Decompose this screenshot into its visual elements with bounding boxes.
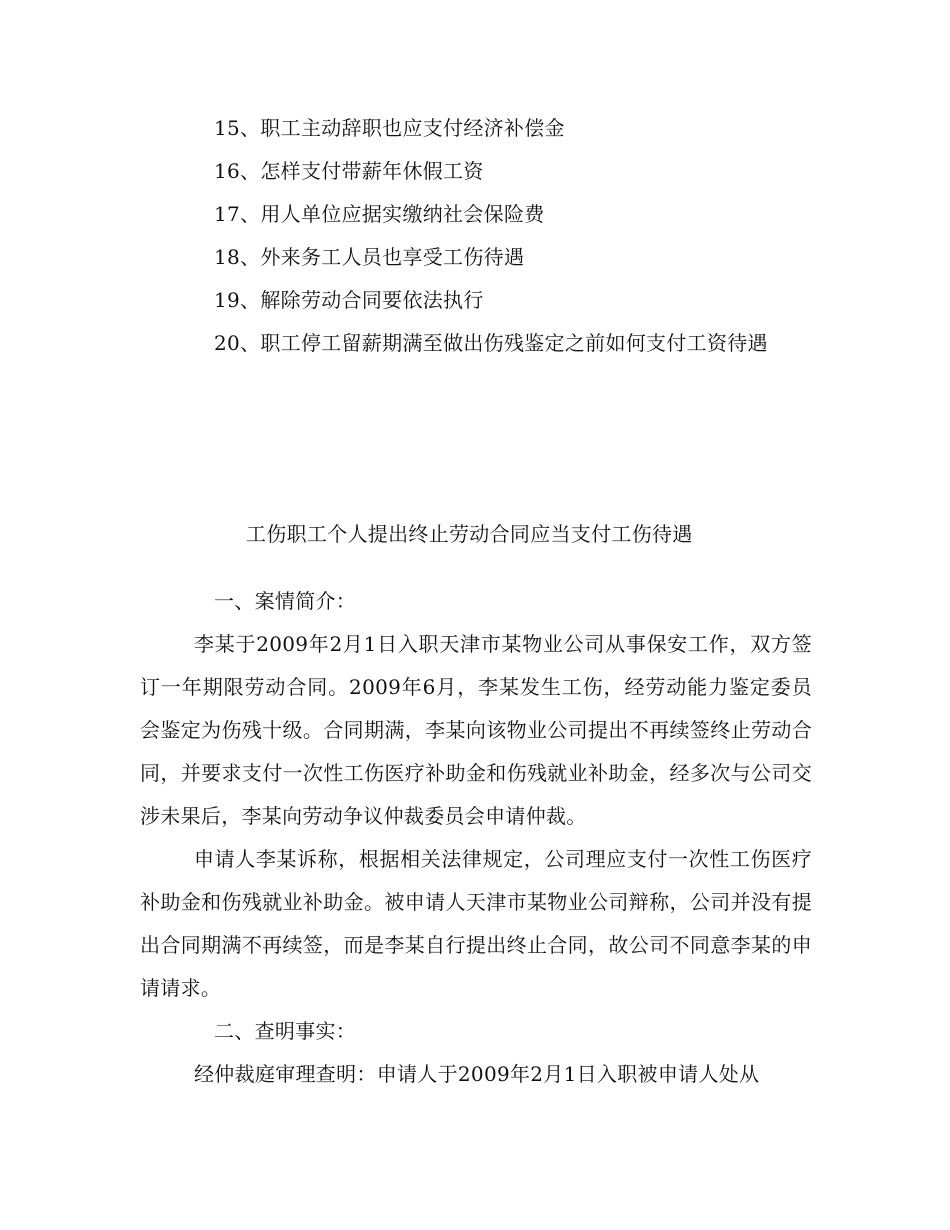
toc-item-20: 20、职工停工留薪期满至做出伤残鉴定之前如何支付工资待遇 <box>214 331 768 355</box>
section-heading-findings: 二、查明事实： <box>214 1019 357 1043</box>
article-title: 工伤职工个人提出终止劳动合同应当支付工伤待遇 <box>246 522 693 546</box>
toc-item-19: 19、解除劳动合同要依法执行 <box>214 288 484 312</box>
toc-item-16: 16、怎样支付带薪年休假工资 <box>214 159 484 183</box>
paragraph-findings: 经仲裁庭审理查明：申请人于2009年2月1日入职被申请人处从 <box>194 1062 760 1086</box>
paragraph-claims: 申请人李某诉称，根据相关法律规定，公司理应支付一次性工伤医疗补助金和伤残就业补助金。被申请人天津市某物业公司辩称，公司并没有提出合同期满不再续签，而是李某自行提出终止合同，故公司不同意李某的申请请求。 <box>140 847 812 1000</box>
paragraph-case-facts: 李某于2009年2月1日入职天津市某物业公司从事保安工作，双方签订一年期限劳动合同。2009年6月，李某发生工伤，经劳动能力鉴定委员会鉴定为伤残十级。合同期满，李某向该物业公司提出不再续签终止劳动合同，并要求支付一次性工伤医疗补助金和伤残就业补助金，经多次与公司交涉未果后，李某向劳动争议仲裁委员会申请仲裁。 <box>140 632 812 828</box>
section-heading-case-summary: 一、案情简介： <box>214 589 357 613</box>
toc-item-15: 15、职工主动辞职也应支付经济补偿金 <box>214 116 565 140</box>
article <box>140 513 812 1096</box>
toc-item-17: 17、用人单位应据实缴纳社会保险费 <box>214 202 545 226</box>
toc-list <box>214 107 854 365</box>
toc-item-18: 18、外来务工人员也享受工伤待遇 <box>214 245 525 269</box>
